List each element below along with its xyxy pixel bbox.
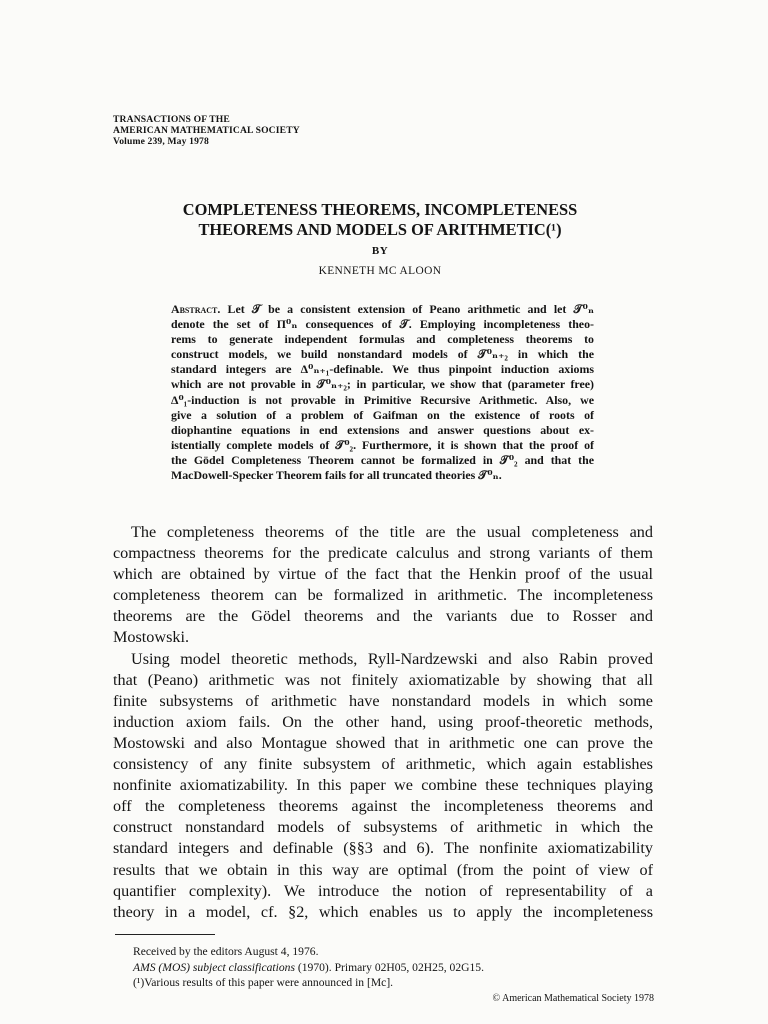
- abstract-line: istentially complete models of 𝒯⁰₂. Furthermore, it is shown that the proof of: [171, 437, 594, 452]
- body-line: The completeness theorems of the title are the usual completeness and: [131, 523, 653, 541]
- body-line: completeness theorem can be formalized in arithmetic. The incompleteness: [113, 586, 653, 605]
- abstract-line: standard integers are Δ⁰ₙ₊₁-definable. We thus pinpoint induction axioms: [171, 362, 594, 377]
- body-line: theory in a model, cf. §2, which enables us to apply the incompleteness: [113, 902, 653, 921]
- body-line: construct nonstandard models of subsystems of arithmetic in which the: [113, 818, 653, 837]
- abstract-heading: Abstract.: [171, 302, 221, 316]
- body-line: theorems are the Gödel theorems and the variants due to Rosser and: [113, 607, 653, 626]
- abstract-line: denote the set of Π⁰ₙ consequences of 𝒯. Employing incompleteness theo-: [171, 317, 594, 332]
- abstract-line: diophantine equations in end extensions and answer questions about ex-: [171, 422, 594, 437]
- body-line: induction axiom fails. On the other hand, using proof-theoretic methods,: [113, 712, 653, 731]
- abstract-line: rems to generate independent formulas and completeness theorems to: [171, 332, 594, 347]
- body-line: standard integers and definable (§§3 and 6). The nonfinite axiomatizability: [113, 839, 653, 858]
- abstract-line: MacDowell-Specker Theorem fails for all truncated theories 𝒯⁰ₙ.: [171, 468, 502, 483]
- footnote-rule: [115, 934, 215, 935]
- abstract-line: construct models, we build nonstandard models of 𝒯⁰ₙ₊₂ in which the: [171, 347, 594, 362]
- journal-volume: Volume 239, May 1978: [113, 136, 209, 147]
- abstract-line: which are not provable in 𝒯⁰ₙ₊₂; in particular, we show that (parameter free): [171, 377, 594, 392]
- by-line: BY: [371, 245, 389, 257]
- journal-header: [113, 114, 300, 147]
- author-name: KENNETH MC ALOON: [318, 265, 442, 277]
- footnotes: [133, 944, 484, 991]
- journal-line-2: AMERICAN MATHEMATICAL SOCIETY: [113, 125, 300, 136]
- abstract-line: give a solution of a problem of Gaifman on the existence of roots of: [171, 407, 594, 422]
- body-line: off the completeness theorems against the incompleteness theorems and: [113, 797, 653, 816]
- body-line: quantifier complexity). We introduce the notion of representability of a: [113, 881, 653, 900]
- footnote-1: (¹)Various results of this paper were announced in [Mc].: [133, 976, 394, 989]
- body-line: which are obtained by virtue of the fact that the Henkin proof of the usual: [113, 565, 653, 584]
- title-line-1: COMPLETENESS THEOREMS, INCOMPLETENESS: [182, 200, 578, 219]
- body-line: nonfinite axiomatizability. In this paper we combine these techniques playing: [113, 776, 653, 795]
- received-date: Received by the editors August 4, 1976.: [133, 945, 319, 958]
- ams-classification: AMS (MOS) subject classifications (1970). Primary 02H05, 02H25, 02G15.: [133, 960, 484, 974]
- abstract-line: Δ⁰₁-induction is not provable in Primitive Recursive Arithmetic. Also, we: [171, 392, 594, 407]
- body-line: Using model theoretic methods, Ryll-Nardzewski and also Rabin proved: [131, 649, 653, 668]
- body-line: Mostowski and also Montague showed that in arithmetic one can prove the: [113, 733, 653, 752]
- abstract-line: Abstract. Let 𝒯 be a consistent extension of Peano arithmetic and let 𝒯⁰ₙ: [171, 302, 594, 316]
- body-line: Mostowski.: [113, 628, 190, 647]
- copyright-notice: © American Mathematical Society 1978: [492, 993, 654, 1004]
- body-text: [113, 522, 653, 923]
- body-line: results that we obtain in this way are optimal (from the point of view of: [113, 860, 653, 879]
- body-line: compactness theorems for the predicate calculus and strong variants of them: [113, 544, 653, 563]
- abstract: [171, 302, 594, 483]
- title-line-2: THEOREMS AND MODELS OF ARITHMETIC(¹): [198, 220, 562, 239]
- journal-line-1: TRANSACTIONS OF THE: [113, 114, 230, 125]
- body-line: that (Peano) arithmetic was not finitely axiomatizable by showing that all: [113, 670, 653, 689]
- body-line: consistency of any finite subsystem of arithmetic, which again establishes: [113, 755, 653, 774]
- paper-title: [110, 200, 650, 240]
- abstract-line: the Gödel Completeness Theorem cannot be formalized in 𝒯⁰₂ and that the: [171, 452, 594, 467]
- body-line: finite subsystems of arithmetic have nonstandard models in which some: [113, 691, 653, 710]
